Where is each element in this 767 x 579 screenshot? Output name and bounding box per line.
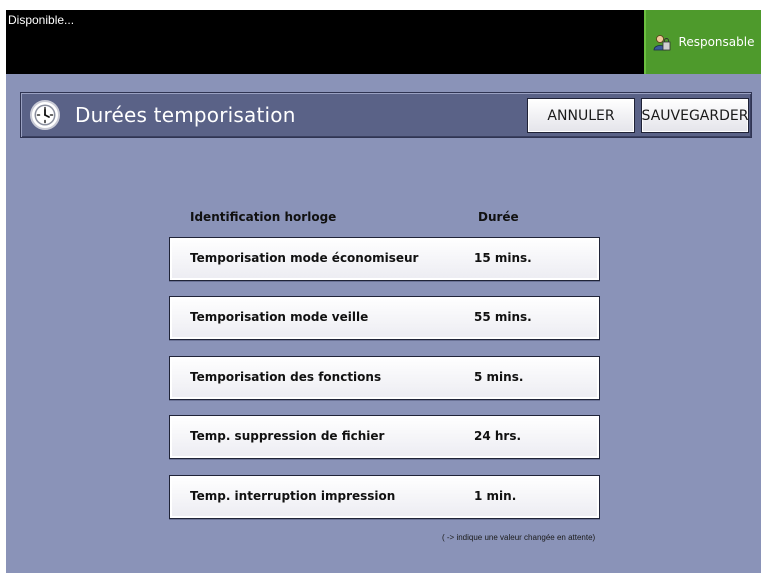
timer-row-veille[interactable] <box>169 296 600 340</box>
timer-name: Temporisation mode économiseur <box>190 251 419 265</box>
timer-value: 5 mins. <box>474 370 524 384</box>
timer-row-suppression-fichier[interactable] <box>169 415 600 459</box>
title-bar <box>20 92 752 138</box>
timer-name: Temporisation des fonctions <box>190 370 382 384</box>
status-text: Disponible... <box>8 13 75 27</box>
column-header-duration: Durée <box>478 210 519 224</box>
pending-change-note: ( -> indique une valeur changée en attente) <box>442 533 596 542</box>
timer-value: 55 mins. <box>474 310 532 324</box>
main-panel <box>6 74 761 573</box>
status-bar <box>6 10 761 74</box>
user-admin-icon <box>653 33 671 51</box>
clock-icon <box>29 99 61 131</box>
timer-row-interruption-impression[interactable] <box>169 475 600 519</box>
page-title: Durées temporisation <box>75 103 296 127</box>
timer-name: Temp. suppression de fichier <box>190 429 385 443</box>
timer-row-fonctions[interactable] <box>169 356 600 400</box>
responsable-button[interactable] <box>644 10 761 74</box>
responsable-label: Responsable <box>678 35 755 49</box>
column-header-identification: Identification horloge <box>190 210 337 224</box>
timer-name: Temp. interruption impression <box>190 489 396 503</box>
timer-value: 15 mins. <box>474 251 532 265</box>
timer-value: 24 hrs. <box>474 429 522 443</box>
timer-value: 1 min. <box>474 489 517 503</box>
timer-row-economiseur[interactable] <box>169 237 600 281</box>
timer-name: Temporisation mode veille <box>190 310 369 324</box>
save-button[interactable]: SAUVEGARDER <box>641 98 749 133</box>
cancel-button[interactable]: ANNULER <box>527 98 635 133</box>
